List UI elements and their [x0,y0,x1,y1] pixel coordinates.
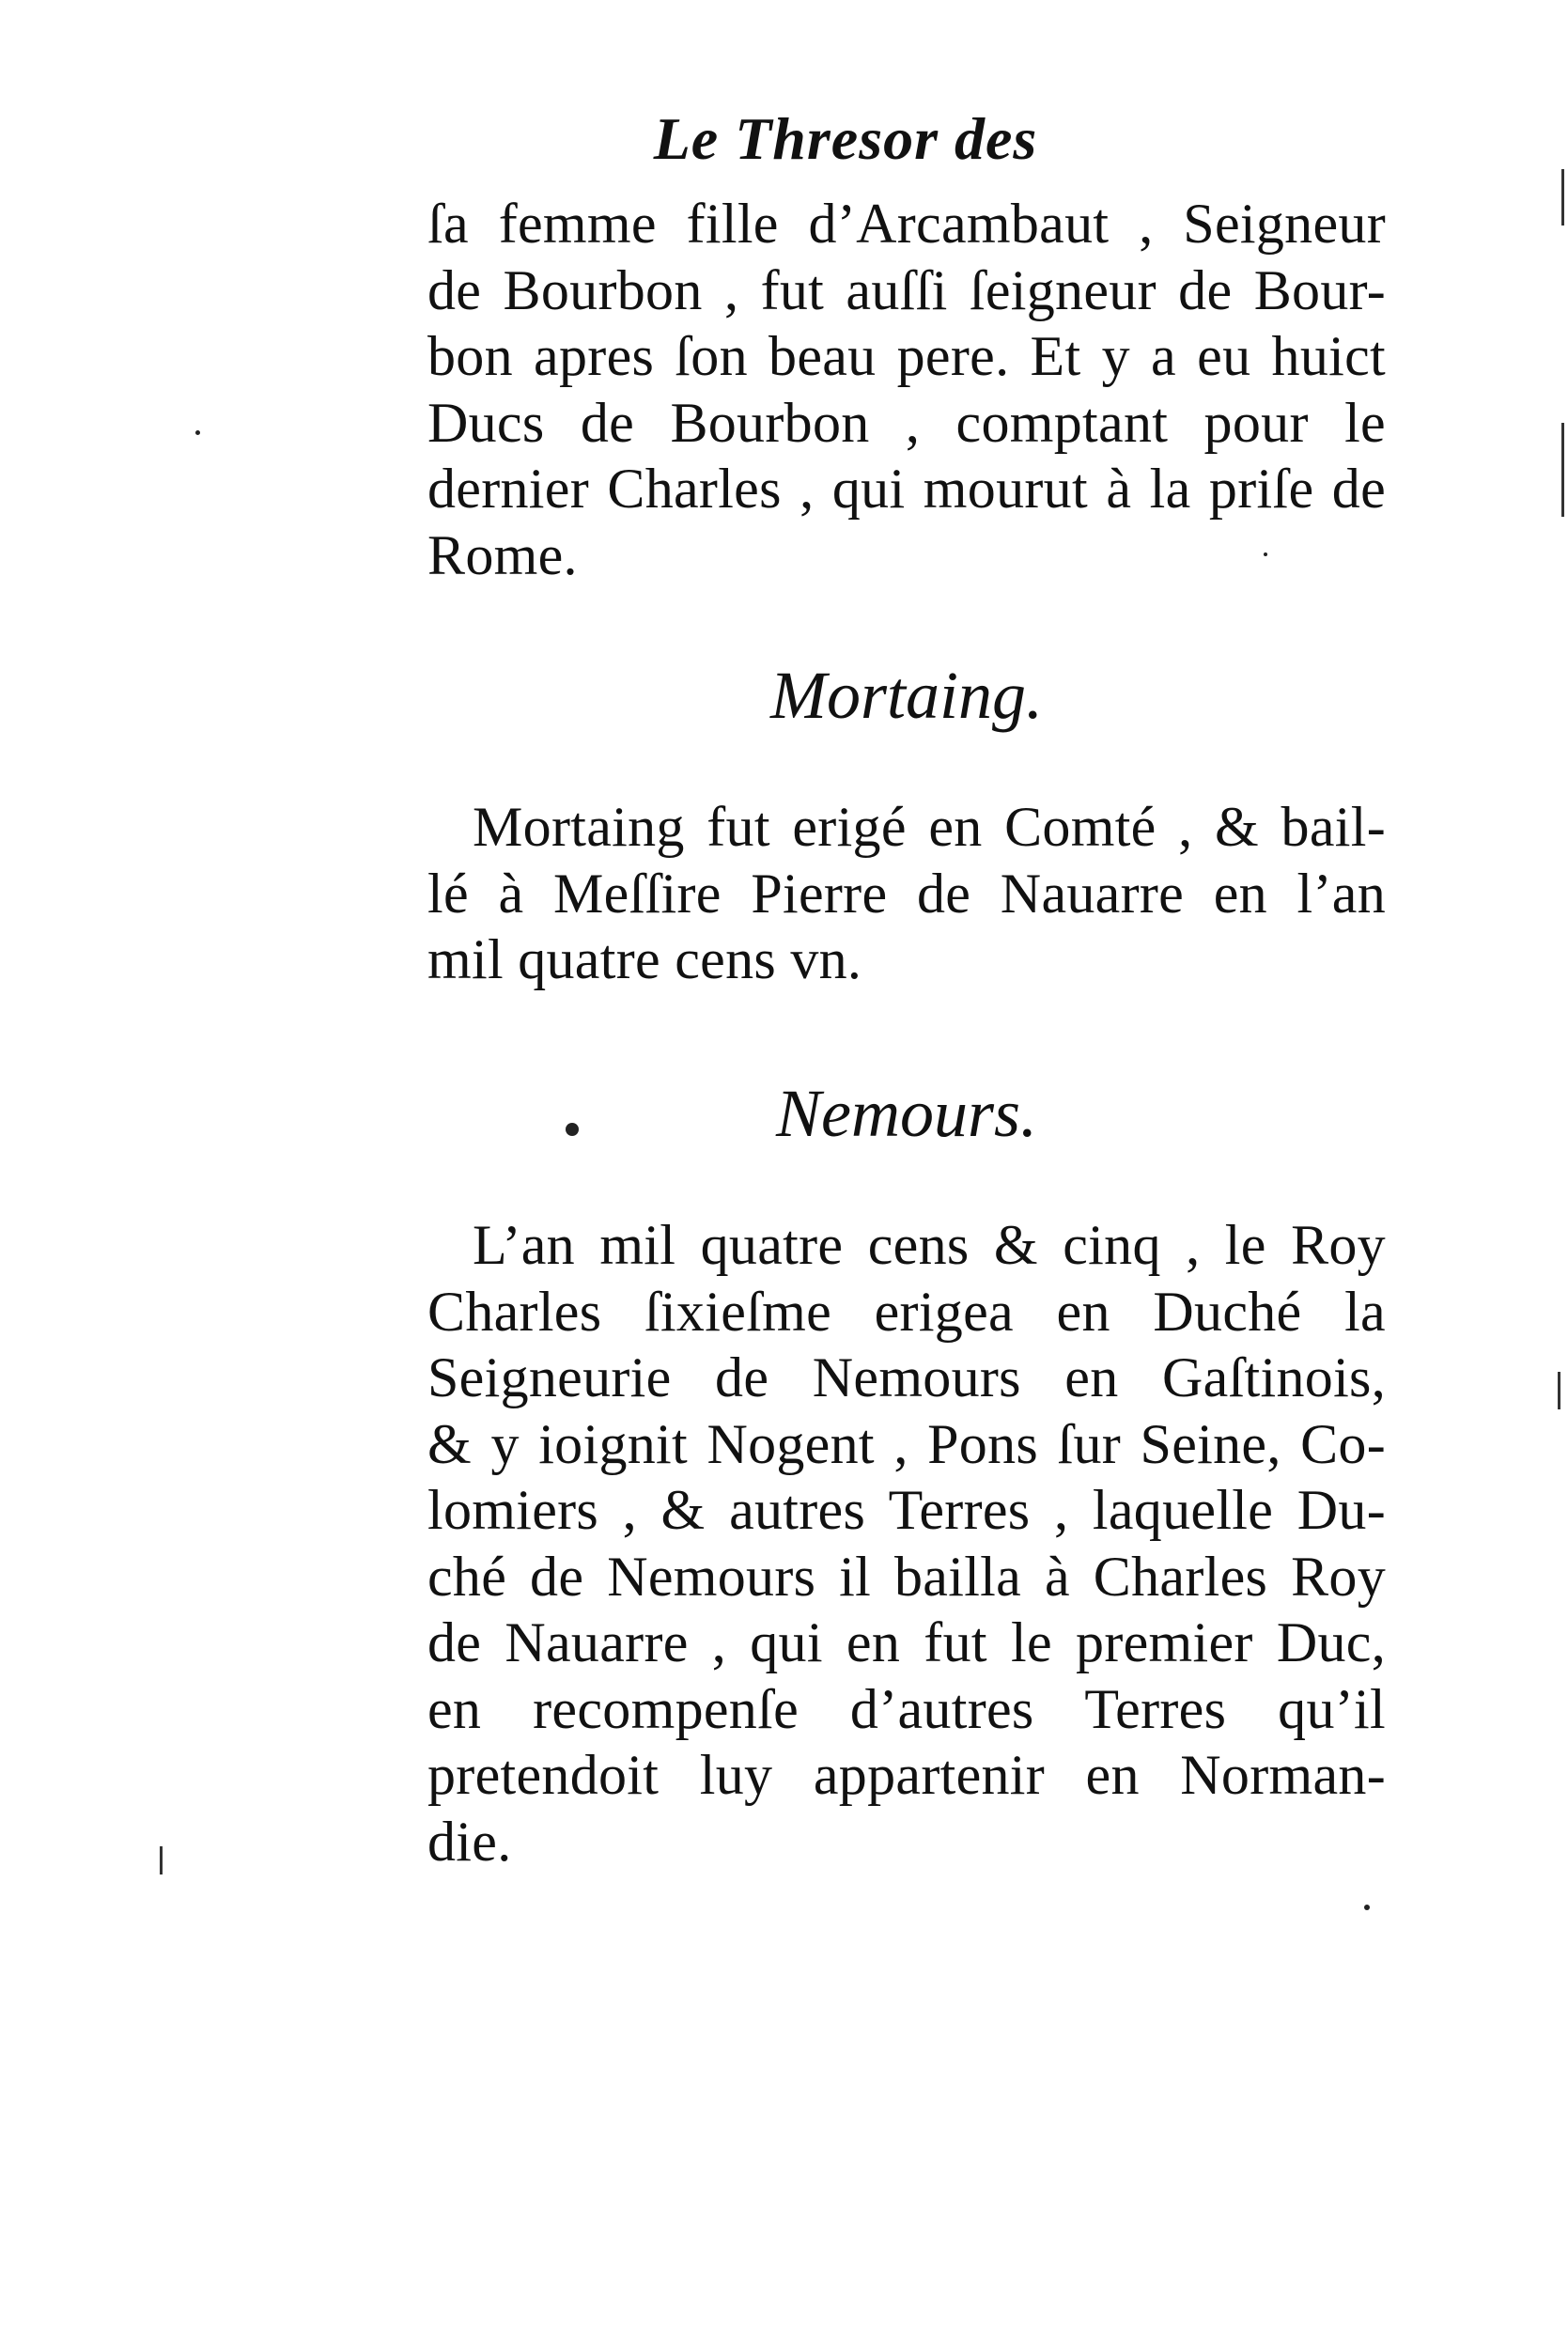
text-line: ſa femme fille d’Arcambaut , Seigneur [427,193,1386,255]
text-line: L’an mil quatre cens & cinq , le Roy [473,1214,1386,1276]
text-line: & y ioignit Nogent , Pons ſur Seine, Co- [427,1412,1386,1475]
margin-mark [160,1846,163,1875]
text-line: en recompenſe d’autres Terres qu’il [427,1677,1386,1740]
text-line: die. [427,1810,512,1873]
ink-dot [566,1123,579,1136]
margin-mark [1561,169,1564,226]
text-line: de Nauarre , qui en fut le premier Duc, [427,1611,1386,1673]
text-line: mil quatre cens vn. [427,928,862,990]
paragraph-nemours [427,1212,1386,1875]
section-heading-nemours: Nemours. [775,1076,1037,1151]
text-line: lé à Meſſire Pierre de Nauarre en l’an [427,862,1386,925]
ink-dot [1264,552,1267,556]
text-line: dernier Charles , qui mourut à la priſe de [427,458,1386,520]
text-line: Mortaing fut erigé en Comté , & bail- [473,796,1386,858]
section-heading-mortaing: Mortaing. [769,658,1043,733]
text-line: Ducs de Bourbon , comptant pour le [427,391,1386,454]
text-line: ché de Nemours il bailla à Charles Roy [427,1545,1386,1608]
margin-mark [1561,423,1564,517]
text-line: Charles ſixieſme erigea en Duché la [427,1280,1386,1343]
running-head: Le Thresor des [653,105,1038,172]
text-line: Seigneurie de Nemours en Gaſtinois, [427,1346,1386,1408]
paragraph-bourbon [427,191,1386,588]
text-line: de Bourbon , fut auſſi ſeigneur de Bour- [427,258,1386,321]
ink-dot [195,430,200,435]
margin-mark [1558,1372,1560,1409]
ink-dot [1364,1905,1370,1910]
paragraph-mortaing [427,794,1386,993]
text-line: pretendoit luy appartenir en Norman- [427,1744,1386,1806]
text-line: Rome. [427,523,578,586]
text-line: bon apres ſon beau pere. Et y a eu huict [427,325,1386,387]
text-line: lomiers , & autres Terres , laquelle Du- [427,1479,1386,1541]
